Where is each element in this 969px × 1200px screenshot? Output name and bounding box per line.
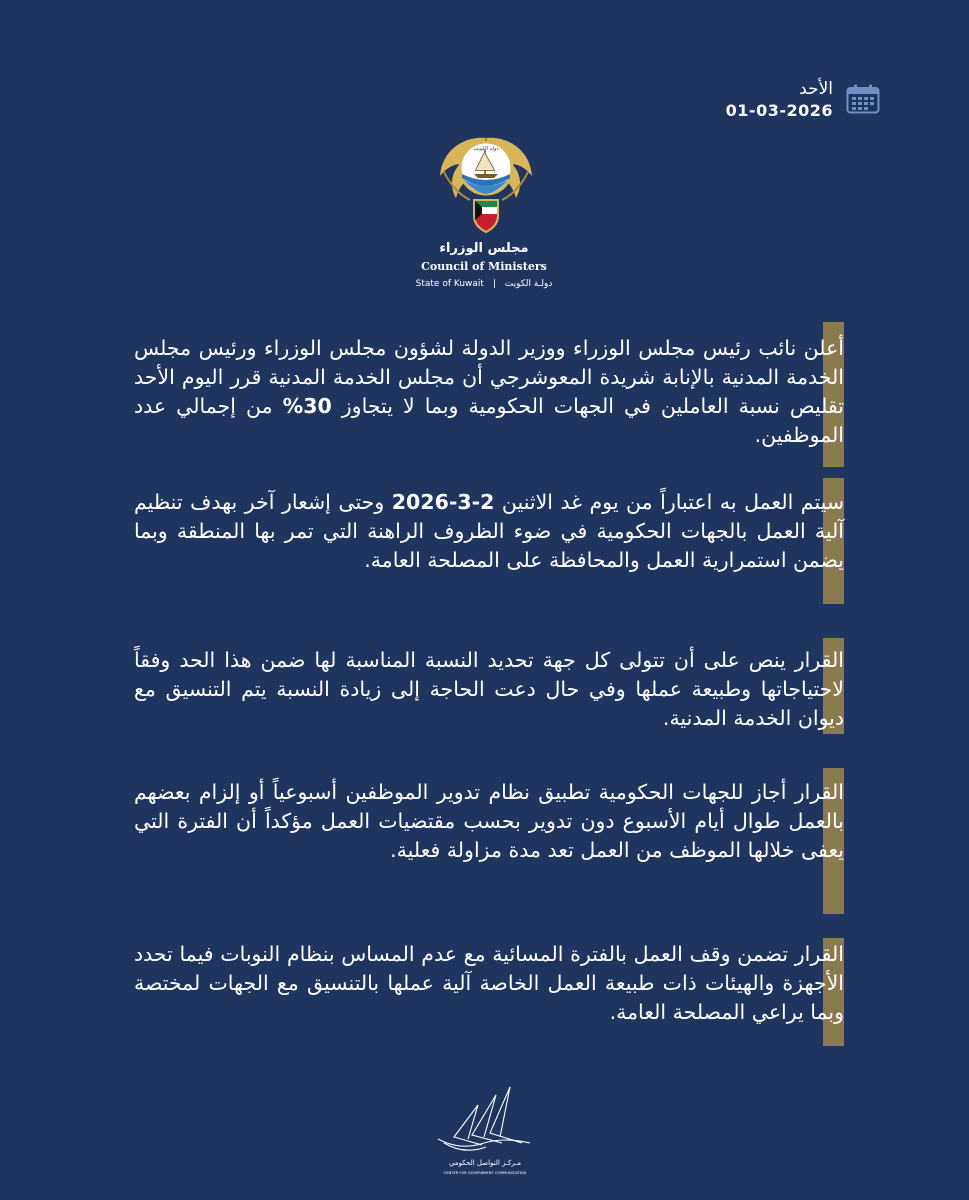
council-name-ar: مجلس الوزراء [439, 241, 529, 256]
kuwait-emblem-icon [436, 128, 536, 234]
paragraph-2-text: سيتم العمل به اعتباراً من يوم غد الاثنين [494, 490, 844, 514]
paragraph-1 [134, 334, 844, 450]
paragraph-1-text-end: من إجمالي عدد الموظفين. [134, 394, 844, 447]
council-name-en: Council of Ministers [421, 260, 547, 273]
government-communication-center-logo [430, 1085, 540, 1177]
paragraph-1-bold: 30% [282, 394, 332, 418]
council-title-block [334, 240, 634, 292]
paragraph-2-bold: 2-3-2026 [391, 490, 495, 514]
footer-logo-name-en: CENTER FOR GOVERNMENT COMMUNICATION [443, 1171, 527, 1175]
state-en: State of Kuwait [415, 279, 484, 289]
state-ar: دولـة الكويت [504, 279, 553, 289]
svg-text:دولة الكويت: دولة الكويت [473, 146, 499, 152]
paragraph-5: القرار تضمن وقف العمل بالفترة المسائية مع عدم المساس بنظام النوبات فيما تحدد الأجهزة والهيئات ذات طبيعة العمل الخاصة آلية عملها بالتنسيق مع الجهات لمختصة وبما يراعي المصلحة العامة. [134, 942, 844, 1024]
council-state-line [334, 276, 634, 292]
calendar-icon [846, 84, 880, 114]
date-value: 01-03-2026 [725, 101, 833, 120]
paragraph-2-text-end: وحتى إشعار آخر بهدف تنظيم آلية العمل بالجهات الحكومية في ضوء الظروف الراهنة التي تمر بها المنطقة وبما يضمن استمرارية العمل والمحافظة على المصلحة العامة. [134, 490, 844, 572]
date-block [726, 78, 833, 122]
footer-logo-name-ar: مـركـز التواصل الحكومي [448, 1159, 522, 1167]
paragraph-2 [134, 488, 844, 575]
state-separator: | [492, 279, 496, 289]
paragraph-1-text: أعلن نائب رئيس مجلس الوزراء ووزير الدولة لشؤون مجلس الوزراء ورئيس مجلس الخدمة المدنية بالإنابة شريدة المعوشرجي أن مجلس الخدمة المدنية قرر اليوم الأحد تقليص نسبة العاملين في الجهات الحكومية وبما لا يتجاوز [134, 336, 844, 418]
day-label: الأحد [799, 79, 833, 99]
paragraph-4: القرار أجاز للجهات الحكومية تطبيق نظام تدوير الموظفين أسبوعياً أو إلزام بعضهم بالعمل طوال أيام الأسبوع دون تدوير بحسب مقتضيات العمل مؤكداً أن الفترة التي يعفى خلالها الموظف من العمل تعد مدة مزاولة فعلية. [134, 780, 844, 862]
paragraph-3: القرار ينص على أن تتولى كل جهة تحديد النسبة المناسبة لها ضمن هذا الحد وفقاً لاحتياجاتها وطبيعة عملها وفي حال دعت الحاجة إلى زيادة النسبة يتم التنسيق مع ديوان الخدمة المدنية. [134, 648, 844, 730]
